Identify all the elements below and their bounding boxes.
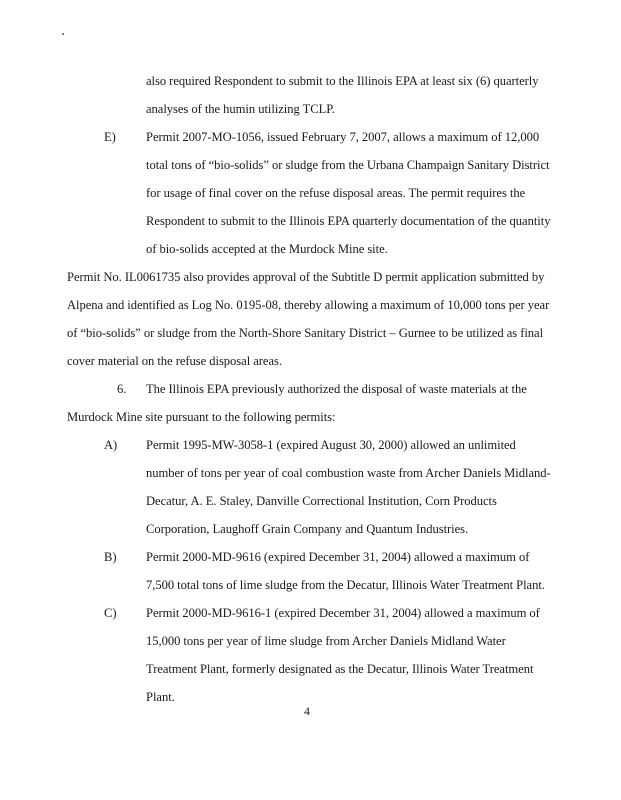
list-label: A) bbox=[104, 438, 118, 452]
text-line: Permit 2007-MO-1056, issued February 7, 2007, allows a maximum of 12,000 bbox=[146, 130, 540, 144]
text-line: Permit 2000-MD-9616-1 (expired December 31, 2004) allowed a maximum of bbox=[146, 606, 540, 620]
text-line: The Illinois EPA previously authorized the disposal of waste materials at the bbox=[146, 382, 527, 396]
text-line: 15,000 tons per year of lime sludge from Archer Daniels Midland Water bbox=[146, 634, 506, 648]
text-line: Permit 1995-MW-3058-1 (expired August 30, 2000) allowed an unlimited bbox=[146, 438, 516, 452]
text-line: analyses of the humin utilizing TCLP. bbox=[146, 102, 335, 116]
text-line: for usage of final cover on the refuse disposal areas. The permit requires the bbox=[146, 186, 526, 200]
text-line: Permit 2000-MD-9616 (expired December 31, 2004) allowed a maximum of bbox=[146, 550, 530, 564]
text-line: Permit No. IL0061735 also provides approval of the Subtitle D permit application submitted by bbox=[67, 270, 545, 284]
text-line: Alpena and identified as Log No. 0195-08, thereby allowing a maximum of 10,000 tons per year bbox=[67, 298, 550, 312]
page-number: 4 bbox=[304, 704, 310, 718]
list-label: B) bbox=[104, 550, 117, 564]
text-line: total tons of “bio-solids” or sludge from the Urbana Champaign Sanitary District bbox=[146, 158, 550, 172]
paragraph-number: 6. bbox=[117, 382, 127, 396]
text-line: Murdock Mine site pursuant to the following permits: bbox=[67, 410, 336, 424]
list-label: E) bbox=[104, 130, 116, 144]
text-line: 7,500 total tons of lime sludge from the Decatur, Illinois Water Treatment Plant. bbox=[146, 578, 545, 592]
text-line: number of tons per year of coal combustion waste from Archer Daniels Midland- bbox=[146, 466, 551, 480]
text-line: also required Respondent to submit to the Illinois EPA at least six (6) quarterly bbox=[146, 74, 539, 88]
text-line: cover material on the refuse disposal areas. bbox=[67, 354, 282, 368]
text-line: of bio-solids accepted at the Murdock Mine site. bbox=[146, 242, 388, 256]
text-line: Respondent to submit to the Illinois EPA quarterly documentation of the quantity bbox=[146, 214, 551, 228]
text-line: Treatment Plant, formerly designated as the Decatur, Illinois Water Treatment bbox=[146, 662, 534, 676]
list-label: C) bbox=[104, 606, 117, 620]
text-line: Decatur, A. E. Staley, Danville Correctional Institution, Corn Products bbox=[146, 494, 497, 508]
text-line: Corporation, Laughoff Grain Company and Quantum Industries. bbox=[146, 522, 469, 536]
text-line: Plant. bbox=[146, 690, 175, 704]
text-line: of “bio-solids” or sludge from the North-Shore Sanitary District – Gurnee to be utilized as final bbox=[67, 326, 544, 340]
scan-speck bbox=[62, 33, 64, 35]
